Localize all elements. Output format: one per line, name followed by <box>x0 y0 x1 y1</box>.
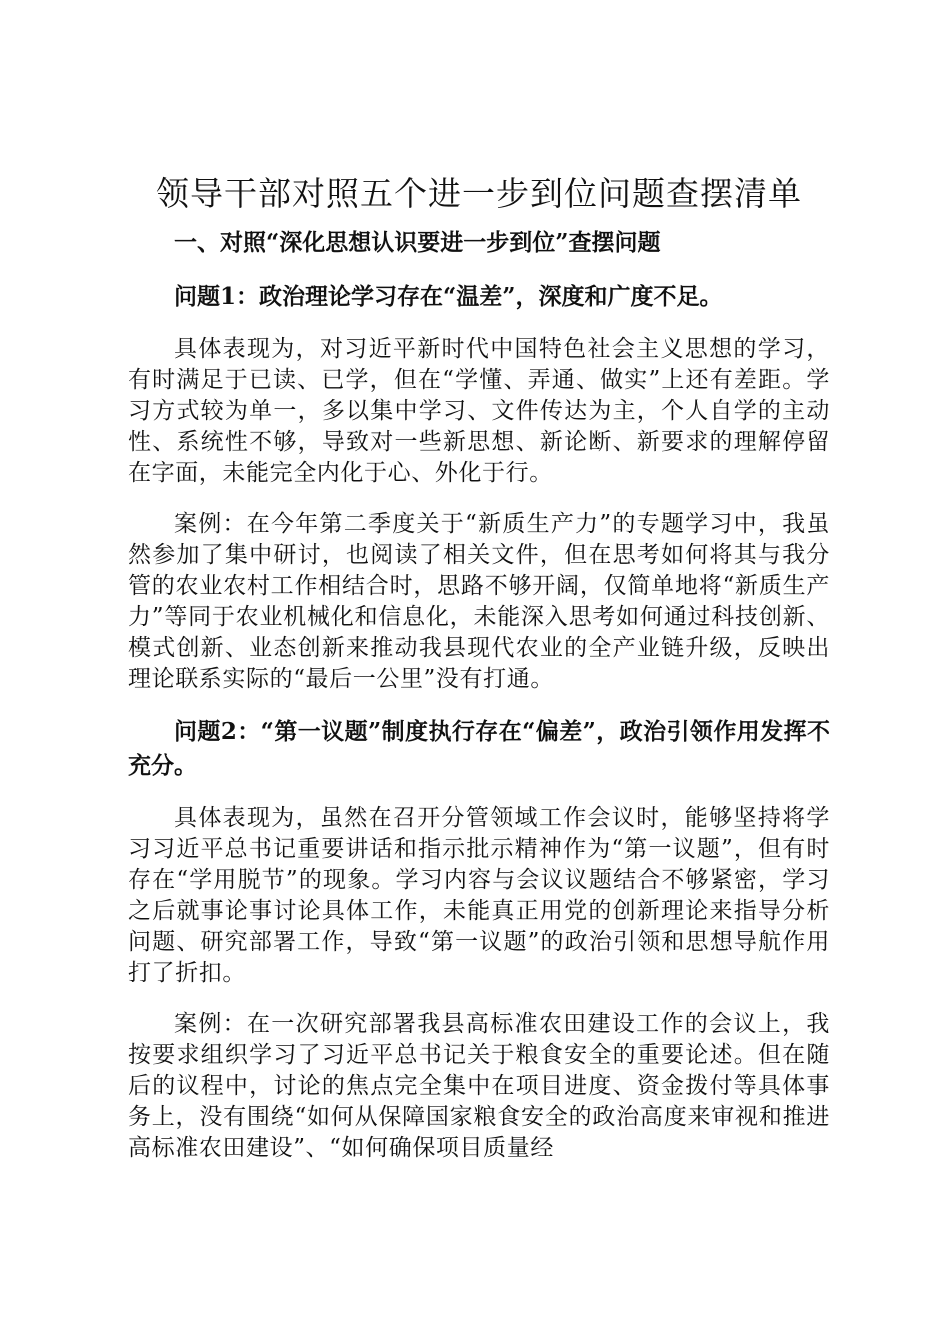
problem-1-detail-paragraph: 具体表现为，对习近平新时代中国特色社会主义思想的学习，有时满足于已读、已学，但在“学懂、弄通、做实”上还有差距。学习方式较为单一，多以集中学习、文件传达为主，个人自学的主动性、系统性不够，导致对一些新思想、新论断、新要求的理解停留在字面，未能完全内化于心、外化于行。 <box>128 336 830 486</box>
problem-2-detail-paragraph: 具体表现为，虽然在召开分管领域工作会议时，能够坚持将学习习近平总书记重要讲话和指示批示精神作为“第一议题”，但有时存在“学用脱节”的现象。学习内容与会议议题结合不够紧密，学习之后就事论事讨论具体工作，未能真正用党的创新理论来指导分析问题、研究部署工作，导致“第一议题”的政治引领和思想导航作用打了折扣。 <box>128 805 830 986</box>
problem-1-case-paragraph: 案例：在今年第二季度关于“新质生产力”的专题学习中，我虽然参加了集中研讨，也阅读了相关文件，但在思考如何将其与我分管的农业农村工作相结合时，思路不够开阔，仅简单地将“新质生产力”等同于农业机械化和信息化，未能深入思考如何通过科技创新、模式创新、业态创新来推动我县现代农业的全产业链升级，反映出理论联系实际的“最后一公里”没有打通。 <box>128 511 830 692</box>
problem-1-heading: 问题1：政治理论学习存在“温差”，深度和广度不足。 <box>174 283 723 310</box>
document-title: 领导干部对照五个进一步到位问题查摆清单 <box>156 174 802 213</box>
problem-2-heading: 问题2：“第一议题”制度执行存在“偏差”，政治引领作用发挥不充分。 <box>128 718 830 779</box>
problem-2-case-paragraph: 案例：在一次研究部署我县高标准农田建设工作的会议上，我按要求组织学习了习近平总书记关于粮食安全的重要论述。但在随后的议程中，讨论的焦点完全集中在项目进度、资金拨付等具体事务上，没有围绕“如何从保障国家粮食安全的政治高度来审视和推进高标准农田建设”、“如何确保项目质量经 <box>128 1011 830 1161</box>
section-heading-1: 一、对照“深化思想认识要进一步到位”查摆问题 <box>174 229 661 256</box>
